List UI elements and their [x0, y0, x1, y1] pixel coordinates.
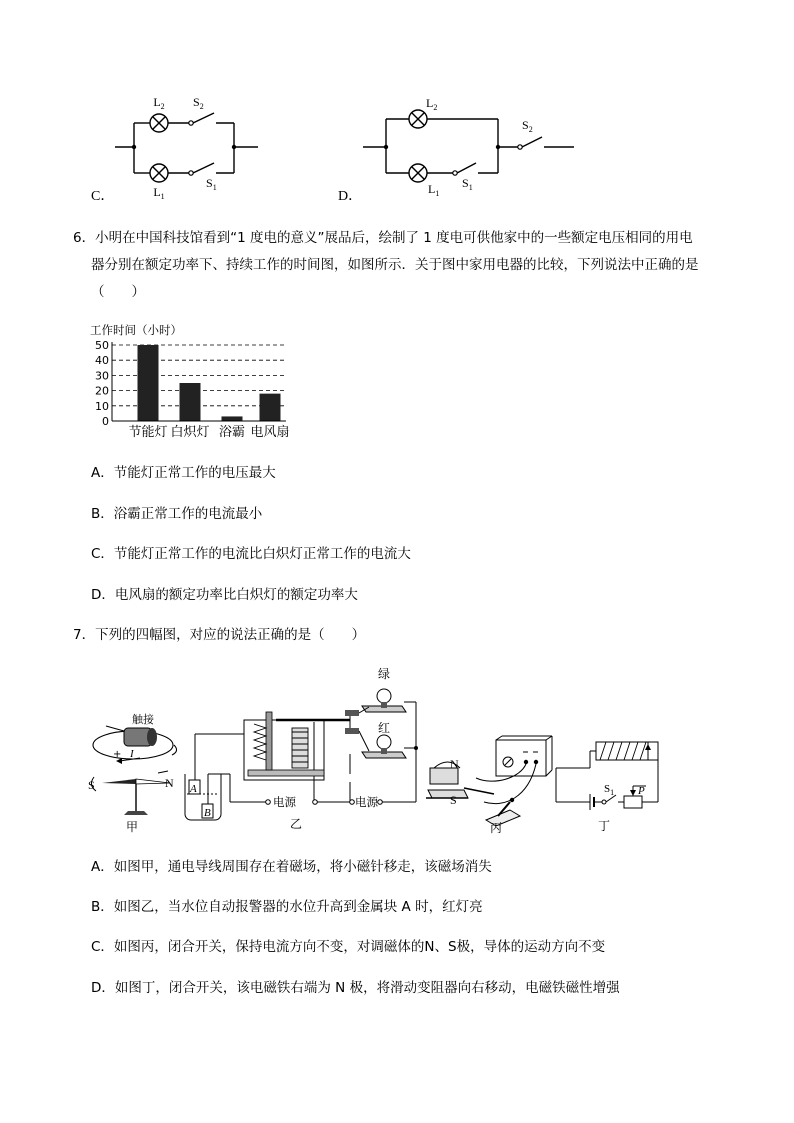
- chart-bar-3: [260, 394, 281, 421]
- figure-yi: [180, 662, 430, 832]
- ding-caption: 丁: [598, 819, 611, 833]
- chart-ytick-label: 20: [95, 384, 109, 398]
- circuit-c-diagram: [110, 95, 370, 205]
- q7-option-a[interactable]: A．如图甲，通电导线周围存在着磁场，将小磁针移走，该磁场消失: [91, 859, 492, 875]
- q6-option-c[interactable]: C．节能灯正常工作的电流比白炽灯正常工作的电流大: [91, 546, 411, 562]
- jia-caption: 甲: [126, 820, 139, 834]
- circuit-d-s2-label: $S_2$: [522, 118, 533, 134]
- q6-stem-line1: 6．小明在中国科技馆看到“1 度电的意义”展品后，绘制了 1 度电可供他家中的一些额定电压相同的用电: [73, 230, 693, 246]
- yi-b-label: B: [204, 807, 211, 819]
- yi-red-label: 红: [378, 721, 391, 735]
- chart-xtick-label: 电风扇: [250, 425, 290, 440]
- chart-ylabel: 工作时间（小时）: [90, 323, 182, 337]
- q6-stem-line2: 器分别在额定功率下、持续工作的时间图，如图所示．关于图中家用电器的比较，下列说法中正确的是: [91, 257, 699, 273]
- circuit-d-s1-label: $S_1$: [462, 176, 473, 192]
- jia-contact-label: 触接: [132, 713, 154, 726]
- chart-xtick-label: 白炽灯: [170, 425, 210, 440]
- circuit-c-s2-label: $S_2$: [193, 95, 204, 111]
- jia-plus-label: +: [113, 749, 122, 760]
- chart-ytick-label: 30: [95, 369, 109, 383]
- circuit-d-diagram: [358, 95, 618, 205]
- ding-p-label: P: [638, 785, 645, 797]
- bing-n-label: N: [450, 757, 459, 771]
- circuit-d-l1-label: $L_1$: [428, 182, 440, 198]
- chart-bar-0: [138, 345, 159, 421]
- yi-power2-label: 电源: [355, 795, 378, 809]
- chart-ytick-label: 40: [95, 354, 109, 368]
- work-time-bar-chart: [86, 318, 346, 448]
- chart-bar-1: [180, 383, 201, 421]
- circuit-c-l1-label: $L_1$: [153, 185, 165, 201]
- yi-a-label: A: [190, 783, 197, 795]
- chart-ytick-label: 10: [95, 399, 109, 413]
- yi-caption: 乙: [290, 817, 303, 831]
- ding-s1-label: $S_1$: [604, 783, 615, 797]
- chart-xtick-label: 节能灯: [128, 425, 168, 440]
- figure-bing: [424, 738, 564, 838]
- q7-option-c[interactable]: C．如图丙，闭合开关，保持电流方向不变，对调磁体的N、S极，导体的运动方向不变: [91, 939, 606, 955]
- q7-stem: 7．下列的四幅图，对应的说法正确的是（ ）: [73, 627, 366, 643]
- q5-option-d[interactable]: D．: [338, 189, 363, 204]
- circuit-c-l2-label: $L_2$: [153, 95, 165, 111]
- circuit-d-l2-label: $L_2$: [426, 96, 438, 112]
- chart-ytick-label: 50: [95, 339, 109, 352]
- q6-option-b[interactable]: B．浴霸正常工作的电流最小: [91, 506, 263, 522]
- chart-bar-2: [222, 416, 243, 421]
- q6-stem-line3: （ ）: [91, 284, 145, 300]
- jia-minus-label: -: [116, 725, 120, 738]
- jia-current-label: I: [130, 748, 134, 760]
- figure-jia: [86, 665, 186, 835]
- q7-option-d[interactable]: D．如图丁，闭合开关，该电磁铁右端为 N 极，将滑动变阻器向右移动，电磁铁磁性增强: [91, 980, 620, 996]
- q6-option-a[interactable]: A．节能灯正常工作的电压最大: [91, 465, 276, 481]
- yi-green-label: 绿: [378, 667, 391, 681]
- q7-option-b[interactable]: B．如图乙，当水位自动报警器的水位升高到金属块 A 时，红灯亮: [91, 899, 483, 915]
- bing-caption: 丙: [490, 821, 503, 835]
- jia-s-label: S: [88, 778, 95, 792]
- jia-n-label: N: [165, 776, 174, 790]
- figure-ding: [550, 738, 670, 838]
- chart-ytick-label: 0: [102, 415, 109, 428]
- bing-s-label: S: [450, 793, 457, 807]
- q6-option-d[interactable]: D．电风扇的额定功率比白炽灯的额定功率大: [91, 587, 358, 603]
- chart-xtick-label: 浴霸: [218, 425, 246, 440]
- circuit-c-s1-label: $S_1$: [206, 176, 217, 192]
- q5-option-c[interactable]: C．: [91, 189, 115, 204]
- yi-power1-label: 电源: [273, 795, 296, 809]
